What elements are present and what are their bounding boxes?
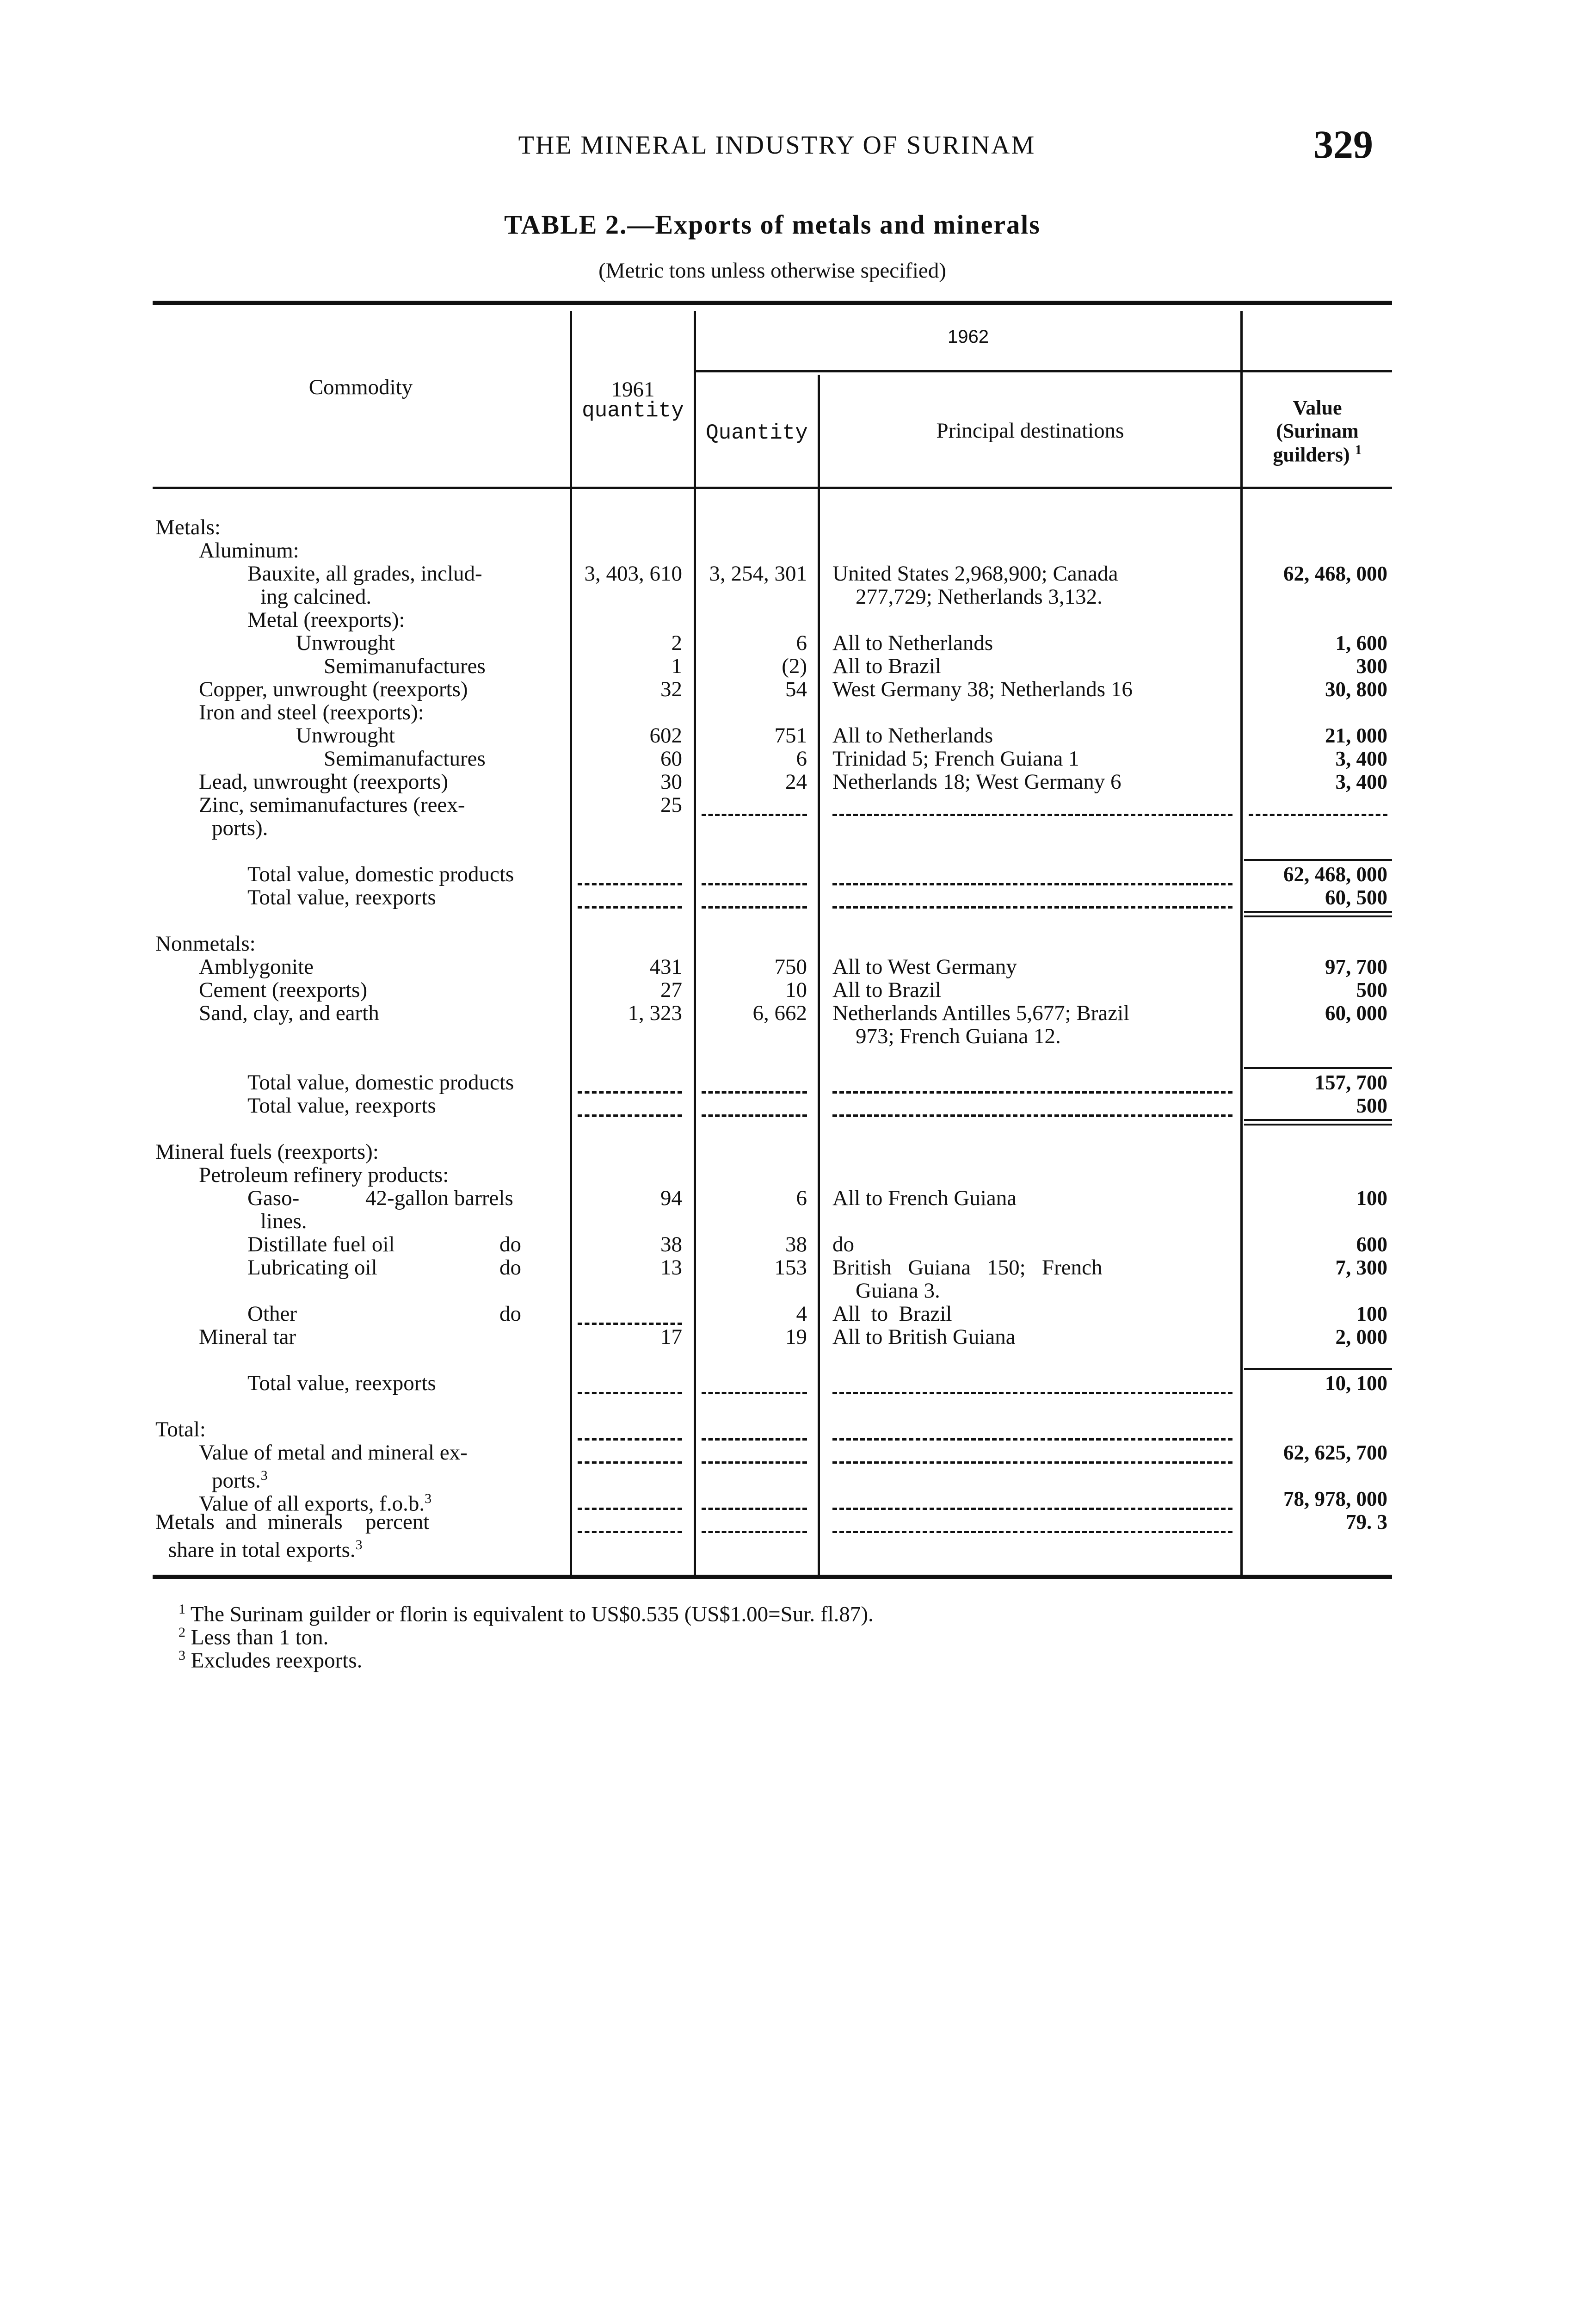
commodity-label: Value of metal and mineral ex-	[199, 1441, 468, 1465]
value-guilders: 600	[1356, 1233, 1387, 1256]
empty-quantity-1961	[578, 1392, 682, 1394]
empty-quantity-1962	[702, 1114, 807, 1117]
quantity-1962: 6	[796, 747, 807, 771]
quantity-1961: 32	[660, 677, 682, 701]
commodity-label-cont: ing calcined.	[260, 585, 372, 609]
destination: All to Brazil	[832, 1302, 952, 1326]
empty-value	[1249, 814, 1387, 816]
commodity-label: Total value, domestic products	[247, 862, 514, 886]
commodity-label: Total value, reexports	[247, 1371, 436, 1395]
empty-quantity-1961	[578, 1114, 682, 1117]
empty-destination	[832, 1461, 1232, 1464]
empty-quantity-1961	[578, 1438, 682, 1441]
value-guilders: 1, 600	[1335, 631, 1387, 655]
empty-quantity-1962	[702, 1392, 807, 1394]
header-quantity: Quantity	[706, 421, 808, 445]
value-guilders: 21, 000	[1325, 724, 1387, 747]
commodity-label: Aluminum:	[199, 538, 299, 563]
quantity-1962: 153	[774, 1255, 807, 1280]
commodity-unit: do	[499, 1255, 521, 1280]
col-divider-3	[818, 375, 820, 1575]
footnote-ref: 3	[260, 1468, 268, 1483]
header-1962: 1962	[948, 327, 989, 347]
quantity-1961: 3, 403, 610	[584, 562, 682, 586]
empty-quantity-1962	[702, 1461, 807, 1464]
commodity-label: Semimanufactures	[324, 747, 486, 771]
quantity-1961: 27	[660, 978, 682, 1002]
quantity-1962: 751	[774, 724, 807, 748]
value-guilders: 60, 500	[1325, 886, 1387, 909]
commodity-label: Total:	[155, 1417, 206, 1441]
quantity-1961: 1, 323	[628, 1001, 682, 1025]
quantity-1961: 2	[671, 631, 682, 655]
empty-destination	[832, 1438, 1232, 1441]
quantity-1961: 94	[660, 1186, 682, 1210]
footnote-1	[179, 1602, 874, 1627]
empty-quantity-1962	[702, 1438, 807, 1441]
quantity-1962: 38	[785, 1232, 807, 1256]
footnote-ref: 3	[425, 1491, 432, 1506]
destination: All to Netherlands	[832, 724, 993, 748]
footnote-text: Excludes reexports.	[191, 1648, 363, 1673]
destination: All to West Germany	[832, 955, 1017, 979]
value-guilders: 500	[1356, 978, 1387, 1002]
header-1961-quantity: quantity	[582, 399, 684, 423]
footnote-mark: 3	[179, 1648, 185, 1663]
empty-quantity-1962	[702, 883, 807, 885]
table-title: TABLE 2.—Exports of metals and minerals	[504, 210, 1041, 240]
header-value-line2: (Surinam	[1276, 420, 1359, 442]
destination: West Germany 38; Netherlands 16	[832, 677, 1133, 701]
value-guilders: 62, 468, 000	[1283, 863, 1387, 886]
quantity-1962: 54	[785, 677, 807, 701]
empty-quantity-1962	[702, 1508, 807, 1510]
empty-destination	[832, 1392, 1232, 1394]
empty-quantity-1962	[702, 814, 807, 816]
empty-quantity-1961	[578, 1091, 682, 1094]
commodity-label-mid: percent	[365, 1510, 430, 1534]
destination-cont: 277,729; Netherlands 3,132.	[856, 585, 1103, 609]
header-bottom-rule	[153, 487, 1392, 489]
value-guilders: 3, 400	[1335, 747, 1387, 770]
total-rule	[1244, 1067, 1392, 1069]
commodity-label: Copper, unwrought (reexports)	[199, 677, 468, 701]
quantity-1961: 602	[649, 724, 682, 748]
commodity-label: Metal (reexports):	[247, 608, 405, 632]
destination: All to Netherlands	[832, 631, 993, 655]
commodity-label: Cement (reexports)	[199, 978, 368, 1002]
commodity-label: Amblygonite	[199, 955, 314, 979]
footnote-2	[179, 1625, 328, 1650]
empty-destination	[832, 1531, 1232, 1533]
empty-quantity-1961	[578, 1531, 682, 1533]
quantity-1961: 13	[660, 1255, 682, 1280]
value-guilders: 79. 3	[1346, 1510, 1387, 1534]
header-value-note: 1	[1355, 442, 1362, 458]
value-guilders: 78, 978, 000	[1283, 1487, 1387, 1510]
commodity-label: Nonmetals:	[155, 932, 256, 956]
table-top-rule	[153, 301, 1392, 305]
empty-quantity-1962	[702, 1531, 807, 1533]
col-divider-1	[570, 311, 572, 1575]
commodity-label: Bauxite, all grades, includ-	[247, 562, 482, 586]
commodity-label-cont: lines.	[260, 1209, 307, 1233]
footnote-mark: 2	[179, 1625, 185, 1640]
destination: All to Brazil	[832, 654, 941, 678]
empty-quantity-1961	[578, 1461, 682, 1464]
destination: Trinidad 5; French Guiana 1	[832, 747, 1079, 771]
table-subtitle: (Metric tons unless otherwise specified)	[598, 259, 946, 283]
value-guilders: 62, 468, 000	[1283, 562, 1387, 585]
total-rule	[1244, 1368, 1392, 1370]
quantity-1962: 6, 662	[752, 1001, 807, 1025]
footnote-text: Less than 1 ton.	[191, 1625, 329, 1650]
quantity-1961: 1	[671, 654, 682, 678]
empty-quantity-1962	[702, 906, 807, 909]
empty-destination	[832, 814, 1232, 816]
header-value-line1: Value	[1293, 396, 1342, 419]
empty-destination	[832, 1508, 1232, 1510]
value-guilders: 10, 100	[1325, 1372, 1387, 1395]
commodity-label: Sand, clay, and earth	[199, 1001, 379, 1025]
quantity-1962: 750	[774, 955, 807, 979]
destination: do	[832, 1232, 854, 1256]
quantity-1961: 17	[660, 1325, 682, 1349]
value-guilders: 157, 700	[1314, 1071, 1387, 1094]
destination: Netherlands 18; West Germany 6	[832, 770, 1122, 794]
running-head: THE MINERAL INDUSTRY OF SURINAM	[518, 131, 1036, 160]
commodity-label: Metals:	[155, 515, 221, 539]
quantity-1961: 60	[660, 747, 682, 771]
value-guilders: 3, 400	[1335, 770, 1387, 793]
empty-destination	[832, 906, 1232, 909]
empty-destination	[832, 1091, 1232, 1094]
year-1962-rule	[694, 370, 1392, 372]
commodity-label: Total value, reexports	[247, 885, 436, 909]
footnote-text: The Surinam guilder or florin is equivalent to US$0.535 (US$1.00=Sur. fl.87).	[190, 1602, 874, 1627]
commodity-label: Unwrought	[296, 631, 395, 655]
value-guilders: 100	[1356, 1302, 1387, 1325]
header-value-text: guilders)	[1273, 443, 1350, 466]
destination-cont: Guiana 3.	[856, 1279, 940, 1303]
page-number: 329	[1313, 122, 1373, 167]
header-destinations: Principal destinations	[936, 419, 1124, 443]
commodity-label: Petroleum refinery products:	[199, 1163, 449, 1187]
quantity-1962: 10	[785, 978, 807, 1002]
quantity-1962: 24	[785, 770, 807, 794]
value-guilders: 7, 300	[1335, 1256, 1387, 1279]
destination: Netherlands Antilles 5,677; Brazil	[832, 1001, 1130, 1025]
empty-destination	[832, 883, 1232, 885]
value-guilders: 62, 625, 700	[1283, 1441, 1387, 1464]
value-guilders: 500	[1356, 1094, 1387, 1117]
commodity-unit: do	[499, 1232, 521, 1256]
commodity-label: Lubricating oil	[247, 1255, 377, 1280]
value-guilders: 30, 800	[1325, 678, 1387, 701]
double-total-rule	[1244, 911, 1392, 913]
commodity-label-cont: ports).	[212, 816, 268, 840]
commodity-label: Lead, unwrought (reexports)	[199, 770, 449, 794]
value-guilders: 60, 000	[1325, 1002, 1387, 1025]
quantity-1962: (2)	[782, 654, 807, 678]
quantity-1962: 6	[796, 1186, 807, 1210]
commodity-label-cont: ports.$^3$	[212, 1468, 268, 1493]
destination: All to French Guiana	[832, 1186, 1017, 1210]
quantity-1961: 38	[660, 1232, 682, 1256]
header-1961-year: 1961	[611, 377, 655, 402]
quantity-1962: 19	[785, 1325, 807, 1349]
value-guilders: 2, 000	[1335, 1325, 1387, 1348]
commodity-label: Total value, domestic products	[247, 1070, 514, 1095]
destination: United States 2,968,900; Canada	[832, 562, 1118, 586]
commodity-label: Total value, reexports	[247, 1094, 436, 1118]
empty-destination	[832, 1114, 1232, 1117]
value-guilders: 97, 700	[1325, 955, 1387, 978]
quantity-1962: 4	[796, 1302, 807, 1326]
empty-quantity-1961	[578, 906, 682, 909]
destination-cont: 973; French Guiana 12.	[856, 1024, 1061, 1048]
empty-quantity-1961	[578, 1508, 682, 1510]
quantity-1961: 25	[660, 793, 682, 817]
commodity-label: Distillate fuel oil	[247, 1232, 395, 1256]
header-value-line3	[1243, 442, 1392, 467]
commodity-label: Semimanufactures	[324, 654, 486, 678]
footnote-3	[179, 1648, 362, 1673]
double-total-rule	[1244, 1124, 1392, 1126]
col-divider-2	[694, 311, 696, 1575]
destination: All to British Guiana	[832, 1325, 1016, 1349]
empty-quantity-1961	[578, 883, 682, 885]
table-bottom-rule	[153, 1575, 1392, 1579]
quantity-1962: 6	[796, 631, 807, 655]
commodity-label: Value of all exports, f.o.b.$^3$	[199, 1491, 432, 1516]
commodity-label: Mineral tar	[199, 1325, 296, 1349]
commodity-label-cont: share in total exports.$^3$	[168, 1537, 363, 1562]
double-total-rule	[1244, 915, 1392, 917]
header-commodity: Commodity	[308, 375, 413, 399]
commodity-label: Other	[247, 1302, 297, 1326]
commodity-label: Gaso-	[247, 1186, 300, 1210]
commodity-label: Metals and minerals	[155, 1510, 343, 1534]
quantity-1961: 30	[660, 770, 682, 794]
commodity-unit: do	[499, 1302, 521, 1326]
quantity-1962: 3, 254, 301	[709, 562, 807, 586]
destination: All to Brazil	[832, 978, 941, 1002]
footnote-ref: 3	[355, 1537, 363, 1552]
commodity-label: Unwrought	[296, 724, 395, 748]
commodity-label: Mineral fuels (reexports):	[155, 1140, 379, 1164]
value-guilders: 300	[1356, 655, 1387, 678]
quantity-1961: 431	[649, 955, 682, 979]
total-rule	[1244, 859, 1392, 861]
destination: British Guiana 150; French	[832, 1255, 1103, 1280]
empty-quantity-1962	[702, 1091, 807, 1094]
double-total-rule	[1244, 1119, 1392, 1121]
value-guilders: 100	[1356, 1187, 1387, 1210]
commodity-label: Iron and steel (reexports):	[199, 700, 424, 724]
footnote-mark: 1	[179, 1602, 185, 1617]
commodity-label-mid: 42-gallon barrels	[365, 1186, 513, 1210]
commodity-label: Zinc, semimanufactures (reex-	[199, 793, 465, 817]
